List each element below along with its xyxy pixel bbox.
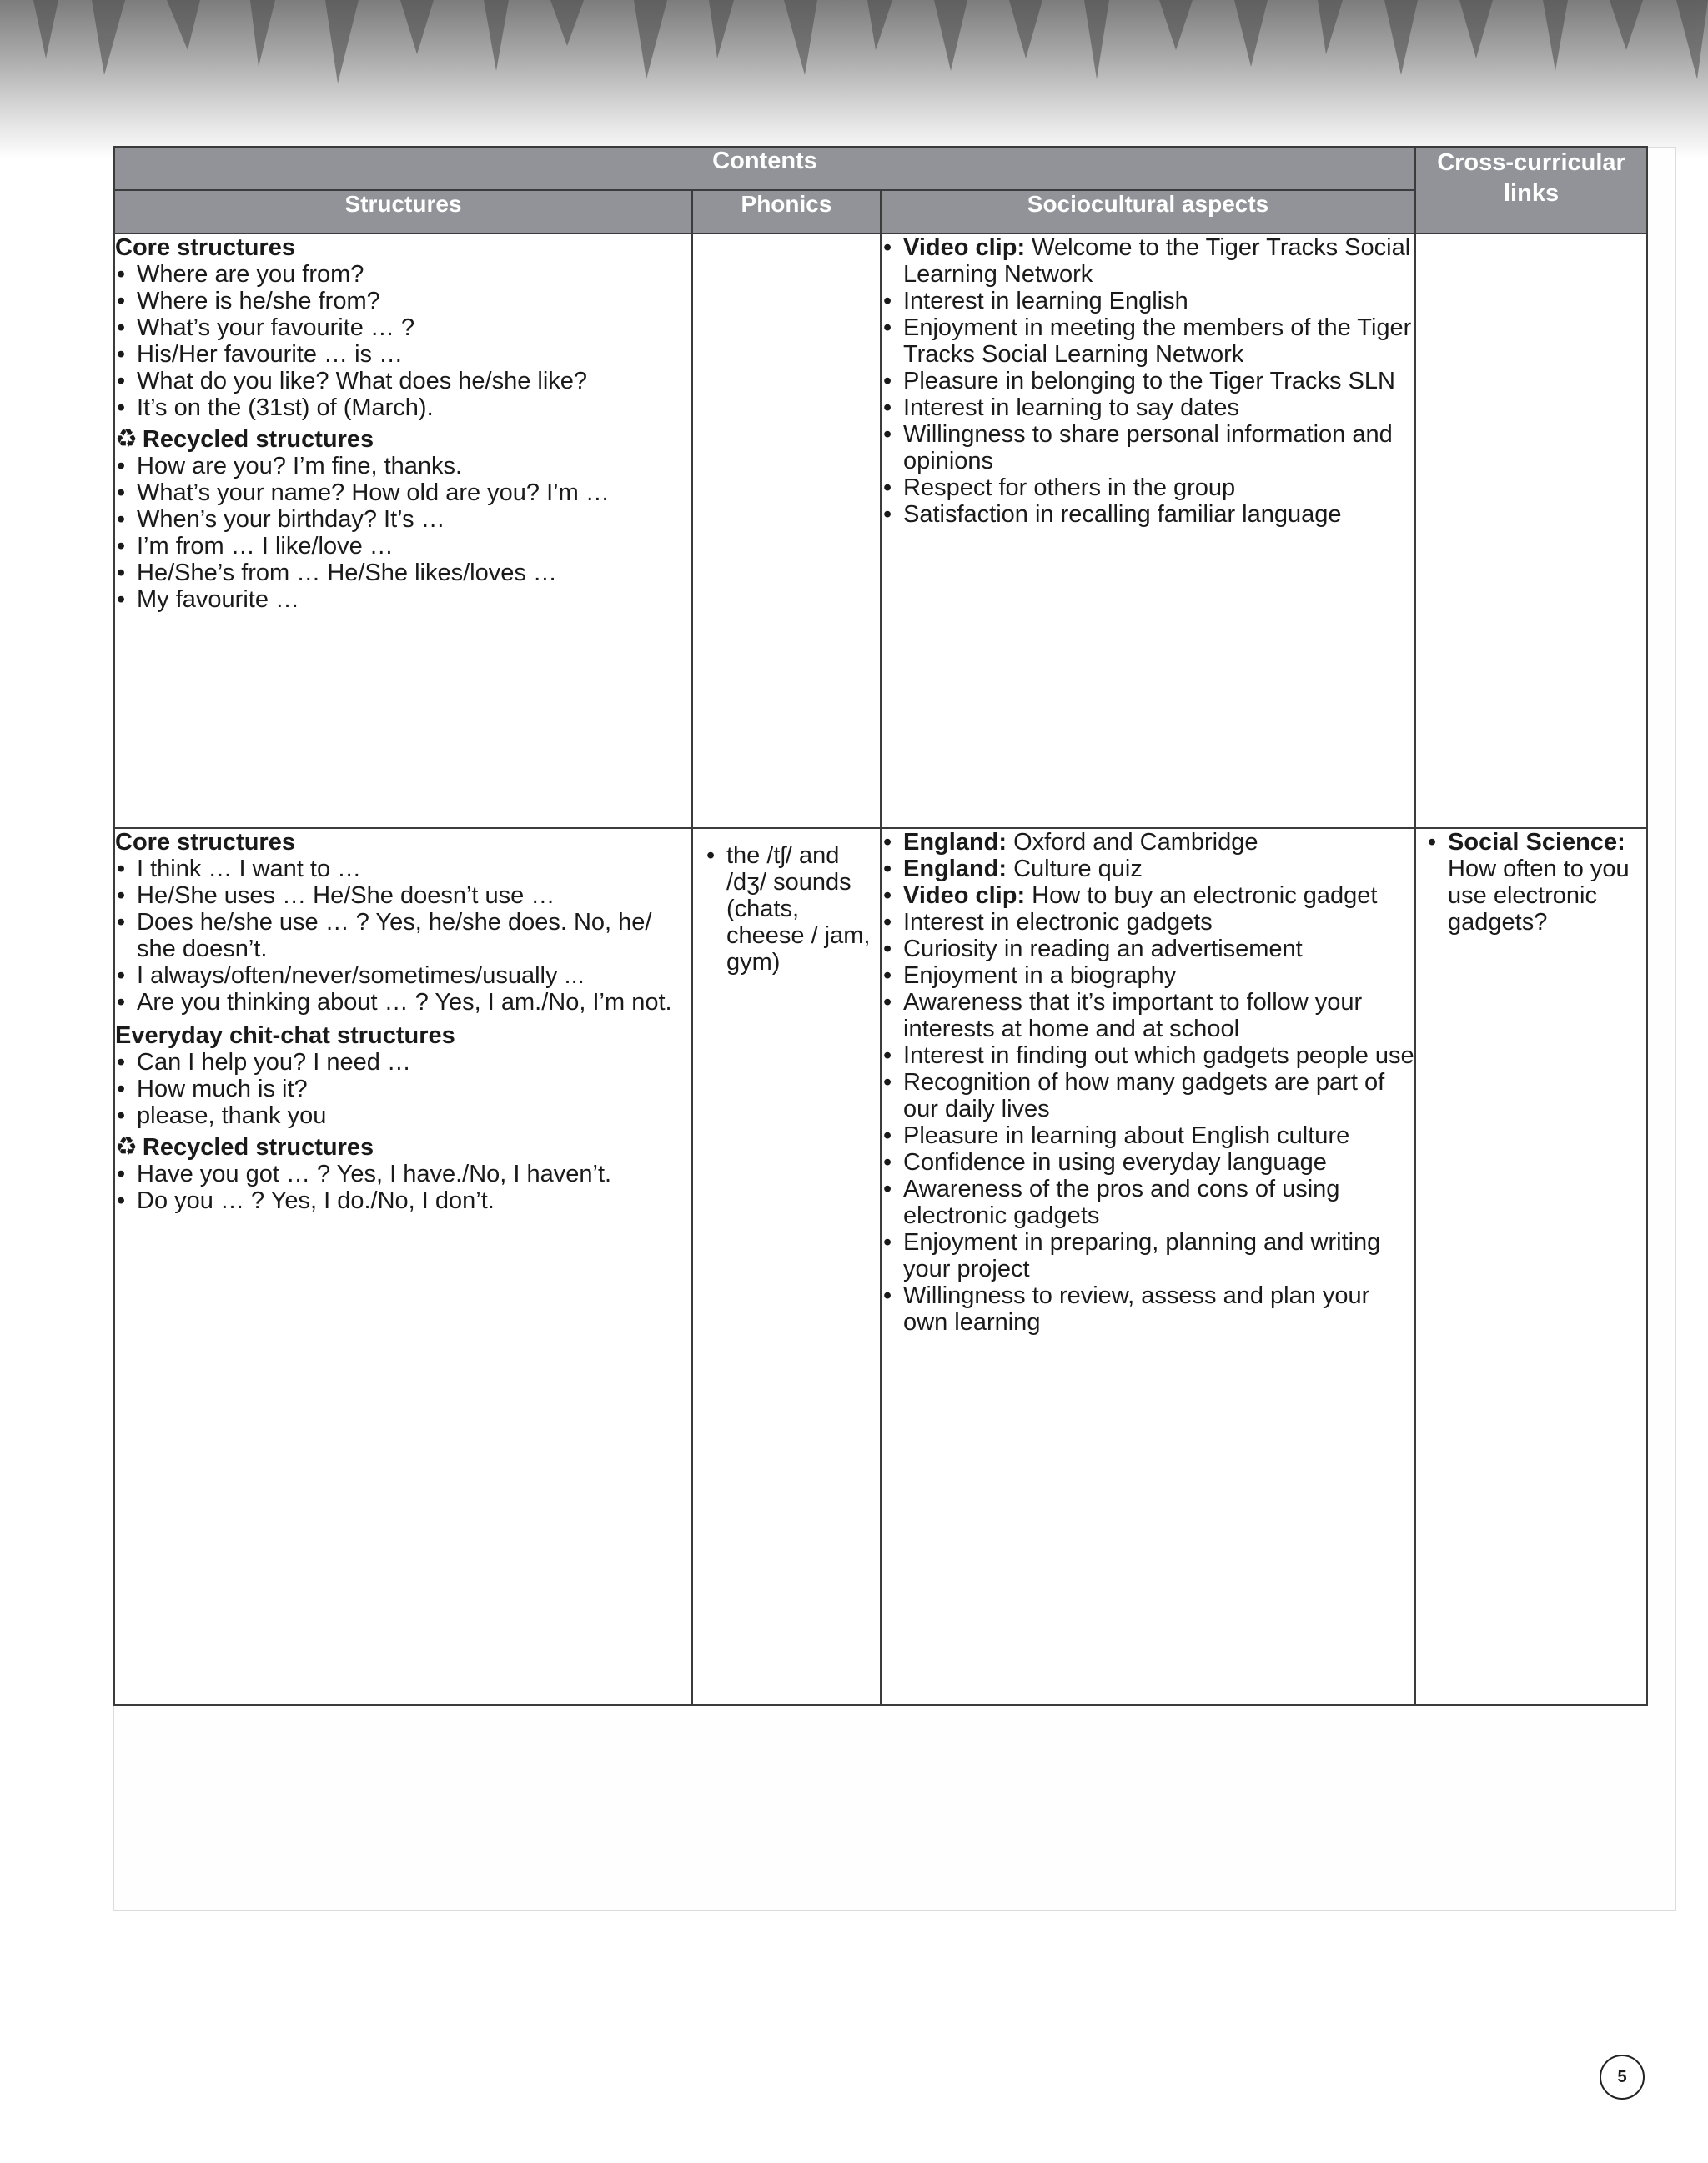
table-row bbox=[114, 233, 1647, 828]
phonics-cell bbox=[692, 233, 881, 828]
list-item: • How much is it? bbox=[115, 1076, 691, 1102]
chit-chat-structures-title: Everyday chit-chat structures bbox=[115, 1022, 455, 1049]
list-item: • Respect for others in the group bbox=[882, 474, 1414, 501]
list-item: • I think … I want to … bbox=[115, 856, 691, 882]
list-item: • Interest in learning to say dates bbox=[882, 394, 1414, 421]
recycled-structures-list bbox=[115, 453, 691, 613]
list-item: • I’m from … I like/love … bbox=[115, 533, 691, 560]
list-item: • When’s your birthday? It’s … bbox=[115, 506, 691, 533]
header-sociocultural: Sociocultural aspects bbox=[881, 190, 1415, 233]
sociocultural-cell bbox=[881, 233, 1415, 828]
list-item: • Curiosity in reading an advertisement bbox=[882, 936, 1414, 962]
phonics-list bbox=[705, 842, 880, 976]
list-item: • His/Her favourite … is … bbox=[115, 341, 691, 368]
list-item: • Pleasure in learning about English culture bbox=[882, 1122, 1414, 1149]
list-item: • Interest in learning English bbox=[882, 288, 1414, 314]
header-structures: Structures bbox=[114, 190, 692, 233]
list-item: • Social Science: How often to you use electronic gadgets? bbox=[1426, 829, 1646, 936]
list-item: • What’s your name? How old are you? I’m … bbox=[115, 479, 691, 506]
cross-curricular-cell bbox=[1415, 828, 1647, 1705]
recycle-icon: ♻ bbox=[115, 1133, 138, 1161]
list-item: • What’s your favourite … ? bbox=[115, 314, 691, 341]
list-item: • England: Culture quiz bbox=[882, 856, 1414, 882]
core-structures-title: Core structures bbox=[115, 234, 295, 261]
page-number: 5 bbox=[1600, 2055, 1645, 2100]
list-item: • Awareness of the pros and cons of using electronic gadgets bbox=[882, 1176, 1414, 1229]
list-item: • Enjoyment in meeting the members of the Tiger Tracks Social Learning Network bbox=[882, 314, 1414, 368]
table-row bbox=[114, 828, 1647, 1705]
recycle-icon: ♻ bbox=[115, 425, 138, 453]
list-item: • the /tʃ/ and /dʒ/ sounds (chats, cheese / jam, gym) bbox=[705, 842, 880, 976]
structures-cell bbox=[114, 233, 692, 828]
recycled-structures-heading bbox=[115, 426, 691, 453]
tiger-stripes-decoration bbox=[0, 0, 1708, 125]
list-item: • My favourite … bbox=[115, 586, 691, 613]
list-item: • He/She’s from … He/She likes/loves … bbox=[115, 560, 691, 586]
list-item: • England: Oxford and Cambridge bbox=[882, 829, 1414, 856]
list-item: • Satisfaction in recalling familiar language bbox=[882, 501, 1414, 528]
recycled-structures-heading bbox=[115, 1134, 691, 1161]
core-structures-list bbox=[115, 261, 691, 421]
cross-curricular-list bbox=[1426, 829, 1646, 936]
chit-chat-structures-list bbox=[115, 1049, 691, 1129]
list-item: • Are you thinking about … ? Yes, I am./No, I’m not. bbox=[115, 989, 691, 1016]
cross-curricular-cell bbox=[1415, 233, 1647, 828]
decorative-header-band bbox=[0, 0, 1708, 158]
sociocultural-list bbox=[882, 234, 1414, 528]
phonics-cell bbox=[692, 828, 881, 1705]
list-item: • It’s on the (31st) of (March). bbox=[115, 394, 691, 421]
list-item: • What do you like? What does he/she like? bbox=[115, 368, 691, 394]
list-item: • He/She uses … He/She doesn’t use … bbox=[115, 882, 691, 909]
list-item: • Pleasure in belonging to the Tiger Tracks SLN bbox=[882, 368, 1414, 394]
recycled-structures-title: Recycled structures bbox=[142, 426, 374, 453]
list-item: • Recognition of how many gadgets are part of our daily lives bbox=[882, 1069, 1414, 1122]
list-item: • How are you? I’m fine, thanks. bbox=[115, 453, 691, 479]
contents-table bbox=[113, 146, 1648, 1706]
list-item: • Enjoyment in a biography bbox=[882, 962, 1414, 989]
list-item: • Where are you from? bbox=[115, 261, 691, 288]
list-item: • Video clip: How to buy an electronic gadget bbox=[882, 882, 1414, 909]
list-item: • Awareness that it’s important to follow your interests at home and at school bbox=[882, 989, 1414, 1042]
header-phonics: Phonics bbox=[692, 190, 881, 233]
list-item: • Confidence in using everyday language bbox=[882, 1149, 1414, 1176]
list-item: • Does he/she use … ? Yes, he/she does. No, he/ she doesn’t. bbox=[115, 909, 691, 962]
list-item: • Can I help you? I need … bbox=[115, 1049, 691, 1076]
list-item: • I always/often/never/sometimes/usually ... bbox=[115, 962, 691, 989]
header-contents: Contents bbox=[114, 147, 1415, 190]
list-item: • Enjoyment in preparing, planning and writing your project bbox=[882, 1229, 1414, 1282]
list-item: • Willingness to review, assess and plan your own learning bbox=[882, 1282, 1414, 1336]
structures-cell bbox=[114, 828, 692, 1705]
recycled-structures-title: Recycled structures bbox=[142, 1134, 374, 1161]
sociocultural-list bbox=[882, 829, 1414, 1336]
header-cross-curricular: Cross-curricular links bbox=[1415, 147, 1647, 233]
list-item: • Interest in electronic gadgets bbox=[882, 909, 1414, 936]
list-item: • Have you got … ? Yes, I have./No, I haven’t. bbox=[115, 1161, 691, 1187]
core-structures-list bbox=[115, 856, 691, 1016]
core-structures-title: Core structures bbox=[115, 829, 295, 856]
list-item: • Where is he/she from? bbox=[115, 288, 691, 314]
sociocultural-cell bbox=[881, 828, 1415, 1705]
list-item: • Do you … ? Yes, I do./No, I don’t. bbox=[115, 1187, 691, 1214]
list-item: • Video clip: Welcome to the Tiger Tracks Social Learning Network bbox=[882, 234, 1414, 288]
list-item: • please, thank you bbox=[115, 1102, 691, 1129]
list-item: • Interest in finding out which gadgets people use bbox=[882, 1042, 1414, 1069]
recycled-structures-list bbox=[115, 1161, 691, 1214]
list-item: • Willingness to share personal information and opinions bbox=[882, 421, 1414, 474]
